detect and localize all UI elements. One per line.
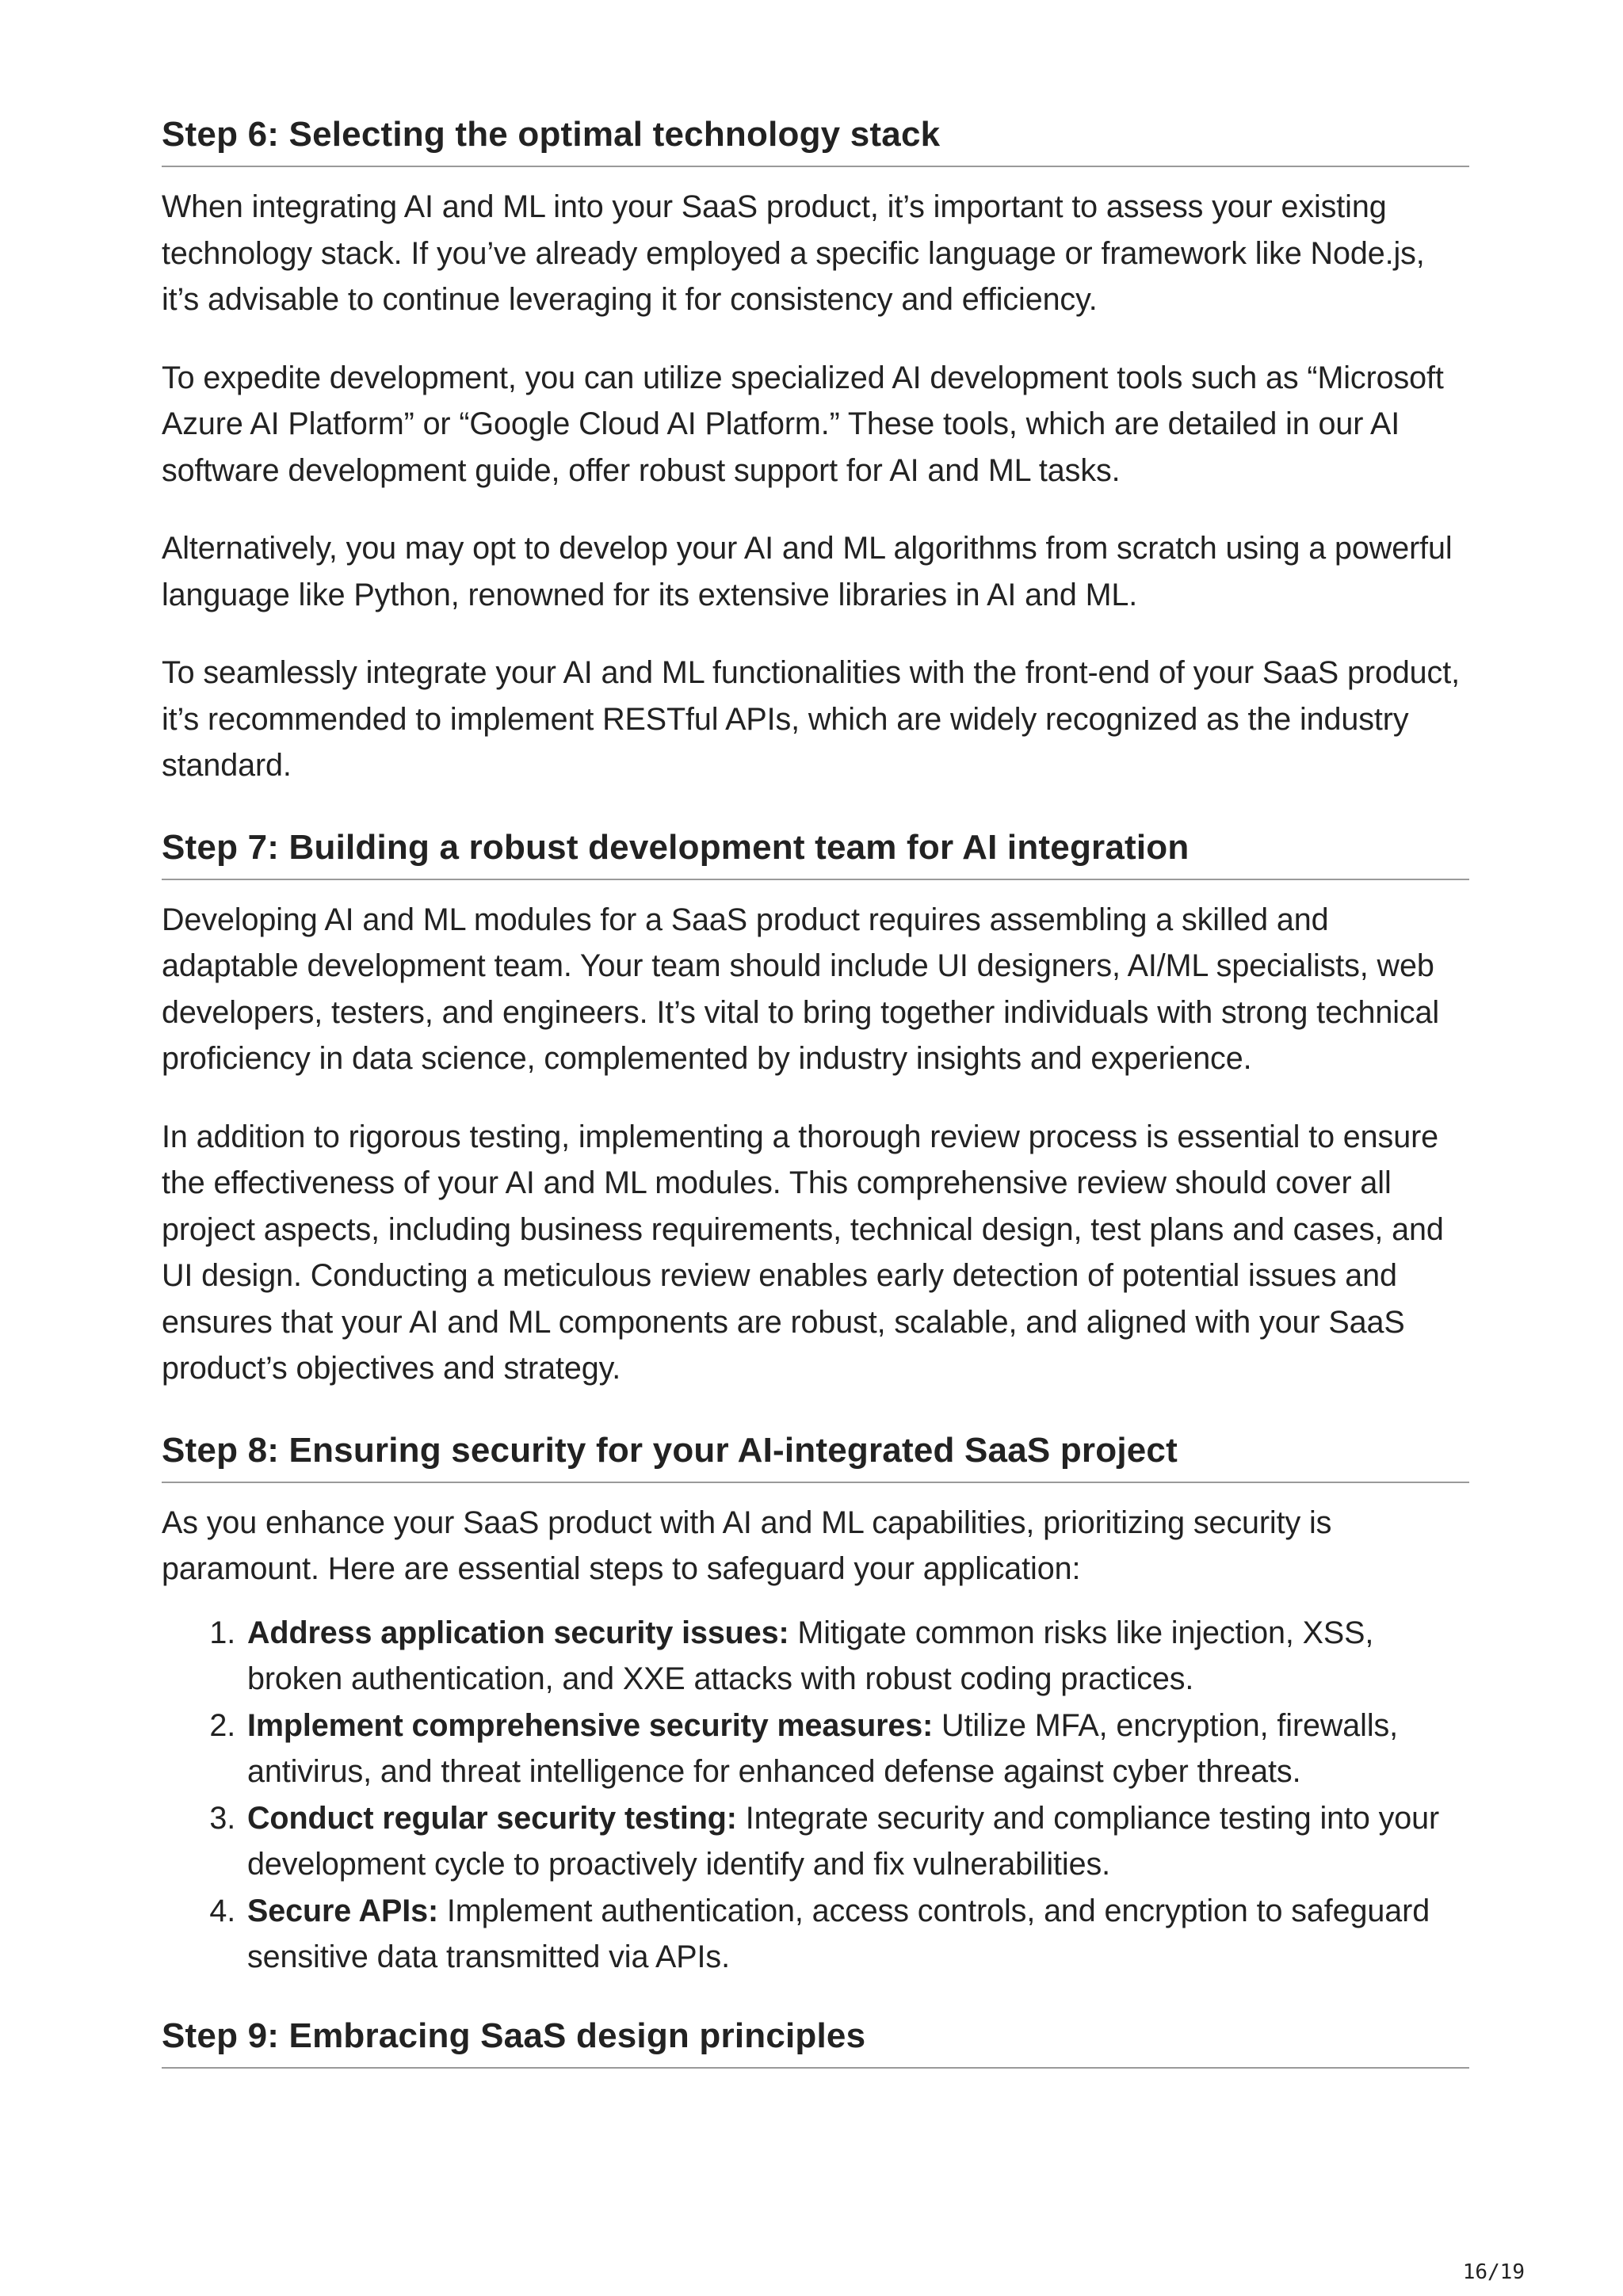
paragraph: To seamlessly integrate your AI and ML functionalities with the front-end of your SaaS product, it’s recommended to implement RESTful APIs, which are widely recognized as the industry standard. [162, 655, 1460, 783]
list-item-term: Conduct regular security testing: [247, 1800, 737, 1836]
section-step-9 [162, 2011, 1469, 2069]
list-item-text: Integrate security and compliance testing into your development cycle to proactively identify and fix vulnerabilities. [247, 1800, 1440, 1882]
paragraph: In addition to rigorous testing, implementing a thorough review process is essential to ensure the effectiveness of your AI and ML modules. This comprehensive review should cover all project aspects, including business requirements, technical design, test plans and cases, and UI design. Conducting a meticulous review enables early detection of potential issues and ensures that your AI and ML components are robust, scalable, and aligned with your SaaS product’s objectives and strategy. [162, 1119, 1444, 1386]
list-item [244, 1610, 1469, 1703]
paragraph: To expedite development, you can utilize specialized AI development tools such as “Microsoft Azure AI Platform” or “Google Cloud AI Platform.” These tools, which are detailed in our AI software development guide, offer robust support for AI and ML tasks. [162, 360, 1444, 488]
section-heading: Step 9: Embracing SaaS design principles [162, 2011, 1469, 2069]
security-steps-list [162, 1610, 1469, 1981]
list-item-term: Implement comprehensive security measures: [247, 1707, 934, 1743]
section-heading: Step 8: Ensuring security for your AI-integrated SaaS project [162, 1425, 1469, 1483]
paragraph: Developing AI and ML modules for a SaaS product requires assembling a skilled and adaptable development team. Your team should include UI designers, AI/ML specialists, web developers, testers, and engineers. It’s vital to bring together individuals with strong technical proficiency in data science, complemented by industry insights and experience. [162, 902, 1440, 1076]
list-item [244, 1703, 1469, 1795]
list-item-text: Mitigate common risks like injection, XSS, broken authentication, and XXE attacks with robust coding practices. [247, 1615, 1374, 1696]
section-step-6 [162, 109, 1469, 789]
list-item [244, 1888, 1469, 1981]
list-item-term: Address application security issues: [247, 1615, 789, 1650]
document-page [162, 109, 1469, 2069]
list-item-term: Secure APIs: [247, 1893, 439, 1928]
list-item [244, 1795, 1469, 1888]
section-step-7 [162, 822, 1469, 1392]
paragraph: Alternatively, you may opt to develop your AI and ML algorithms from scratch using a powerful language like Python, renowned for its extensive libraries in AI and ML. [162, 531, 1453, 612]
paragraph: When integrating AI and ML into your SaaS product, it’s important to assess your existing technology stack. If you’ve already employed a specific language or framework like Node.js, it’s advisable to continue leveraging it for consistency and efficiency. [162, 189, 1425, 317]
page-number: 16/19 [1462, 2260, 1525, 2284]
list-item-text: Implement authentication, access controls, and encryption to safeguard sensitive data transmitted via APIs. [247, 1893, 1430, 1974]
section-heading: Step 7: Building a robust development team for AI integration [162, 822, 1469, 880]
section-step-8 [162, 1425, 1469, 1981]
list-item-text: Utilize MFA, encryption, firewalls, antivirus, and threat intelligence for enhanced defense against cyber threats. [247, 1707, 1399, 1789]
section-heading: Step 6: Selecting the optimal technology stack [162, 109, 1469, 167]
paragraph: As you enhance your SaaS product with AI and ML capabilities, prioritizing security is paramount. Here are essential steps to safeguard your application: [162, 1505, 1332, 1586]
